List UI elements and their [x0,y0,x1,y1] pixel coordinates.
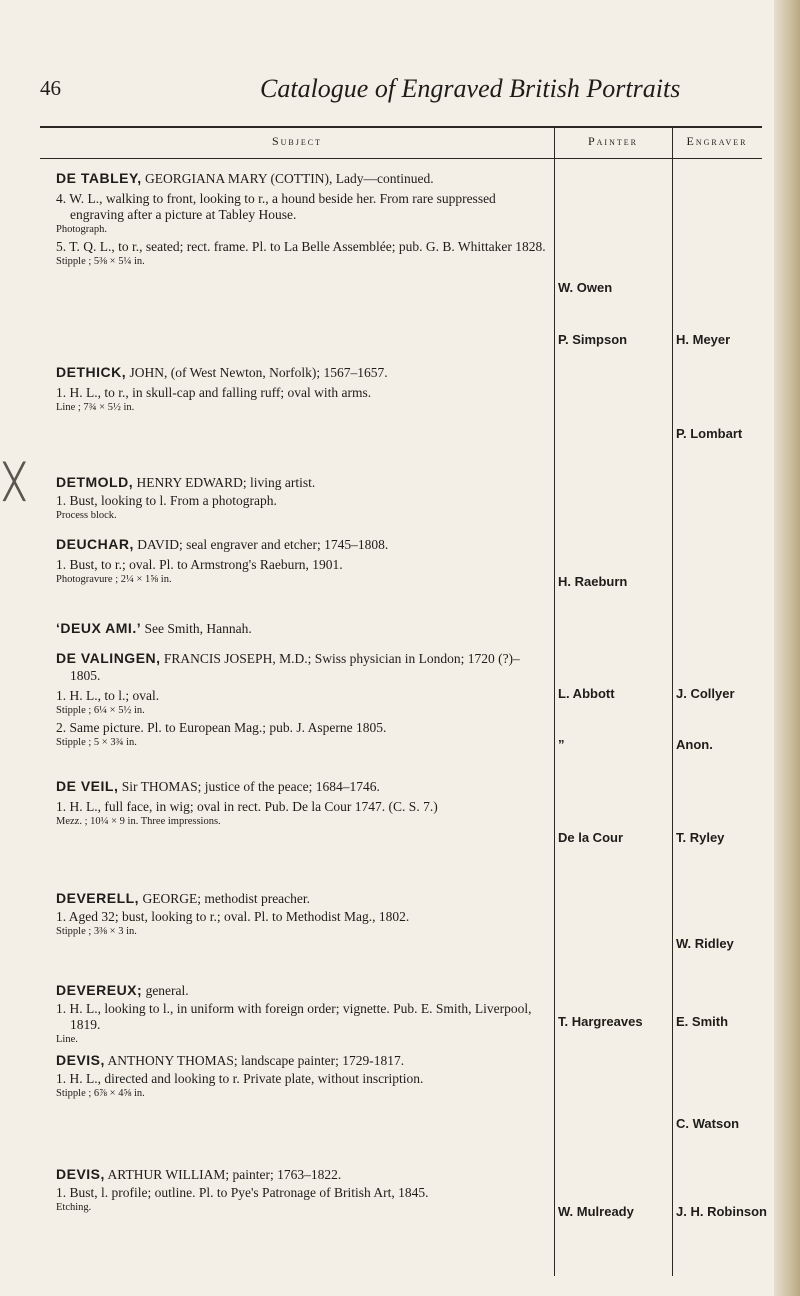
entry-name: DEUCHAR, [56,536,134,552]
entry-heading [56,778,546,795]
page-number: 46 [40,76,61,100]
page-edge [774,0,800,1296]
entry-heading [56,1166,546,1183]
engraver-credit: C. Watson [676,1116,740,1131]
list-item: 1. H. L., looking to l., in uniform with foreign order; vignette. Pub. E. Smith, Liverpool, 1819. [56,1001,532,1032]
entry-name: DEVIS, [56,1166,105,1182]
table-top-rule [40,126,762,128]
entry-deux-ami [56,620,546,637]
list-item: 1. Bust, l. profile; outline. Pl. to Pye's Patronage of British Art, 1845. [56,1185,429,1200]
painter-credit: P. Simpson [558,332,628,347]
painter-credit: W. Mulready [558,1204,634,1219]
engraver-credit: Anon. [676,737,713,752]
column-separator [672,126,673,1276]
entry-description: FRANCIS JOSEPH, M.D.; Swiss physician in London; 1720 (?)–1805. [70,651,520,683]
engraver-credit: W. Ridley [676,936,734,951]
entry-description: Sir THOMAS; justice of the peace; 1684–1746. [118,779,380,794]
painter-credit: W. Owen [558,280,613,295]
entry-description: GEORGE; methodist preacher. [139,891,311,906]
column-header-subject: Subject [271,134,322,148]
column-header-painter: Painter [587,134,638,148]
entry-name: DE VALINGEN, [56,650,161,666]
entry-heading [56,890,546,907]
painter-credit: T. Hargreaves [558,1014,643,1029]
entry-devereux [56,982,546,1047]
entry-description: general. [142,983,189,998]
medium-note: Stipple ; 5⅜ × 5¼ in. [56,256,145,267]
list-item: 4. W. L., walking to front, looking to r., a hound beside her. From rare suppressed engraving after a picture at Tabley House. [56,191,496,222]
engraver-credit: E. Smith [676,1014,729,1029]
entry-dethick [56,364,546,415]
medium-note: Photograph. [56,224,108,235]
engraver-credit: P. Lombart [676,426,743,441]
header-rule [40,158,762,159]
entry-description: ARTHUR WILLIAM; painter; 1763–1822. [104,1167,342,1182]
entry-description: JOHN, (of West Newton, Norfolk); 1567–1657. [126,365,388,380]
entry-detmold [56,474,546,523]
entry-description: DAVID; seal engraver and etcher; 1745–1808. [133,537,389,552]
list-item: 1. H. L., to l.; oval. [56,688,160,703]
painter-credit: De la Cour [558,830,624,845]
entry-heading [56,1052,546,1069]
medium-note: Photogravure ; 2¼ × 1⅝ in. [56,574,172,585]
medium-note: Etching. [56,1202,92,1213]
entry-deuchar [56,536,546,587]
engraver-credit: T. Ryley [676,830,725,845]
list-item: 1. Bust, to r.; oval. Pl. to Armstrong's Raeburn, 1901. [56,557,343,572]
entry-name: DEVIS, [56,1052,105,1068]
engraver-credit: J. H. Robinson [676,1204,767,1219]
painter-credit: L. Abbott [558,686,615,701]
list-item: 1. Bust, looking to l. From a photograph. [56,493,277,508]
entry-description: ANTHONY THOMAS; landscape painter; 1729-1817. [104,1053,405,1068]
medium-note: Line ; 7¾ × 5½ in. [56,402,135,413]
list-item: 1. Aged 32; bust, looking to r.; oval. Pl. to Methodist Mag., 1802. [56,909,410,924]
entry-heading [56,650,546,684]
engraver-credit: J. Collyer [676,686,735,701]
entry-description: HENRY EDWARD; living artist. [133,475,316,490]
list-item: 1. H. L., directed and looking to r. Private plate, without inscription. [56,1071,424,1086]
medium-note: Mezz. ; 10¼ × 9 in. Three impressions. [56,816,221,827]
entry-heading [56,536,546,553]
entry-heading [56,364,546,381]
medium-note: Stipple ; 3⅜ × 3 in. [56,926,137,937]
entry-name: DE VEIL, [56,778,119,794]
catalogue-table [40,126,767,1276]
medium-note: Line. [56,1034,78,1045]
medium-note: Process block. [56,510,117,521]
margin-mark: ╳ [4,462,25,502]
entry-de-veil [56,778,546,829]
entry-heading [56,982,546,999]
entry-name: DE TABLEY, [56,170,142,186]
entry-name: ‘DEUX AMI.’ [56,620,142,636]
entry-name: DEVERELL, [56,890,140,906]
list-item: 5. T. Q. L., to r., seated; rect. frame. Pl. to La Belle Assemblée; pub. G. B. Whittaker 1828. [56,239,546,254]
list-item: 2. Same picture. Pl. to European Mag.; pub. J. Asperne 1805. [56,720,387,735]
medium-note: Stipple ; 6⅞ × 4⅝ in. [56,1088,145,1099]
running-title: Catalogue of Engraved British Portraits [260,74,681,103]
entry-name: DETHICK, [56,364,127,380]
medium-note: Stipple ; 5 × 3¾ in. [56,737,137,748]
entry-name: DEVEREUX; [56,982,143,998]
engraver-credit: H. Meyer [676,332,731,347]
entry-heading [56,170,546,187]
column-separator [554,126,555,1276]
entry-de-tabley [56,170,546,269]
entry-devis-arthur [56,1166,546,1215]
list-item: 1. H. L., full face, in wig; oval in rect. Pub. De la Cour 1747. (C. S. 7.) [56,799,438,814]
entry-heading [56,620,546,637]
entry-description: GEORGIANA MARY (COTTIN), Lady—continued. [141,171,434,186]
medium-note: Stipple ; 6¼ × 5½ in. [56,705,145,716]
entry-name: DETMOLD, [56,474,134,490]
list-item: 1. H. L., to r., in skull-cap and falling ruff; oval with arms. [56,385,372,400]
painter-credit: H. Raeburn [558,574,628,589]
painter-credit: ” [558,737,565,752]
entry-description: See Smith, Hannah. [141,621,252,636]
entry-devis-anthony [56,1052,546,1101]
entry-deverell [56,890,546,939]
entry-de-valingen [56,650,546,750]
entry-heading [56,474,546,491]
column-header-engraver: Engraver [686,134,748,148]
